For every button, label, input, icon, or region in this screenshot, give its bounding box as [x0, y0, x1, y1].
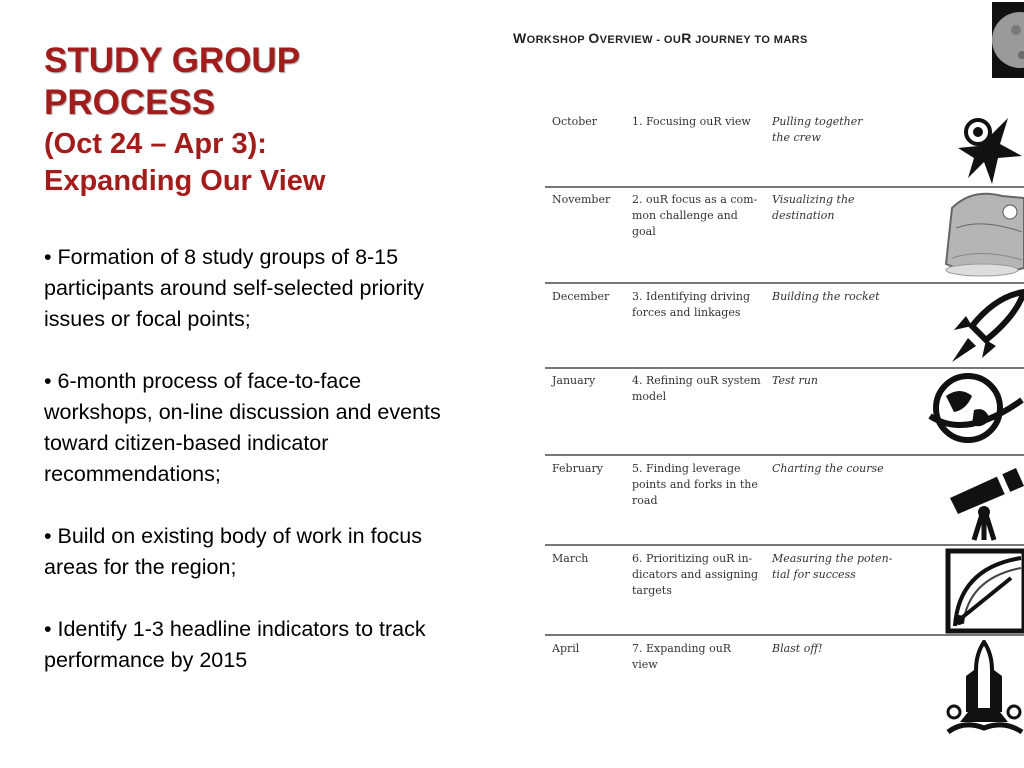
theme-cell [772, 461, 884, 477]
month-cell: April [552, 642, 580, 655]
title-part: VERVIEW - OU [599, 34, 682, 46]
rocket-icon [946, 286, 1024, 368]
slide-subtitle-line: (Oct 24 – Apr 3): [44, 128, 267, 160]
theme-line: destination [772, 209, 835, 222]
theme-cell [772, 373, 818, 389]
step-line: mon challenge and [632, 209, 738, 222]
step-cell [632, 192, 757, 240]
theme-cell [772, 641, 823, 657]
step-cell [632, 289, 750, 321]
mars-landscape-icon [942, 188, 1024, 280]
theme-line: Charting the course [772, 462, 884, 475]
telescope-icon [944, 458, 1024, 542]
step-line: dicators and assigning [632, 568, 759, 581]
title-part: R [681, 30, 692, 46]
theme-cell [772, 192, 855, 224]
astronaut-icon [948, 108, 1024, 186]
step-cell [632, 551, 758, 599]
step-line: 4. Refining ouR system [632, 374, 761, 387]
month-cell: March [552, 552, 589, 565]
step-line: 6. Prioritizing ouR in- [632, 552, 753, 565]
theme-cell [772, 551, 892, 583]
orbiting-earth-icon [926, 370, 1024, 448]
title-part: W [513, 30, 527, 46]
theme-line: the crew [772, 131, 821, 144]
slide-subtitle-line: Expanding Our View [44, 165, 326, 197]
month-cell: January [552, 374, 596, 387]
step-line: 2. ouR focus as a com- [632, 193, 758, 206]
month-cell: December [552, 290, 610, 303]
month-cell: February [552, 462, 603, 475]
month-cell: October [552, 115, 598, 128]
theme-line: Test run [772, 374, 818, 387]
bullet-item: • Build on existing body of work in focus areas for the region; [44, 524, 423, 579]
gauge-icon [945, 548, 1024, 634]
slide-title-line: STUDY GROUP [44, 41, 301, 80]
theme-line: Blast off! [772, 642, 823, 655]
month-cell: November [552, 193, 611, 206]
step-cell [632, 114, 751, 130]
step-line: 1. Focusing ouR view [632, 115, 751, 128]
step-line: 3. Identifying driving [632, 290, 751, 303]
step-line: road [632, 494, 658, 507]
theme-line: Pulling together [772, 115, 863, 128]
theme-line: tial for success [772, 568, 856, 581]
theme-line: Building the rocket [772, 290, 880, 303]
theme-line: Visualizing the [772, 193, 855, 206]
step-cell [632, 461, 758, 509]
bullet-item: • 6-month process of face-to-face workshops, on-line discussion and events toward citizen-based indicator recommendations; [44, 369, 441, 486]
step-cell [632, 373, 761, 405]
step-line: targets [632, 584, 672, 597]
step-line: goal [632, 225, 656, 238]
title-part: JOURNEY TO MARS [691, 34, 808, 46]
step-line: model [632, 390, 667, 403]
step-line: points and forks in the [632, 478, 758, 491]
theme-line: Measuring the poten- [772, 552, 893, 565]
slide-title-line: PROCESS [44, 83, 216, 122]
title-part: ORKSHOP [526, 34, 589, 46]
step-cell [632, 641, 731, 673]
title-part: O [588, 30, 600, 46]
step-line: 7. Expanding ouR [632, 642, 732, 655]
step-line: forces and linkages [632, 306, 741, 319]
theme-cell [772, 114, 863, 146]
theme-cell [772, 289, 880, 305]
step-line: view [632, 658, 658, 671]
bullet-item: • Formation of 8 study groups of 8-15 participants around self-selected priority issues or focal points; [44, 245, 425, 331]
step-line: 5. Finding leverage [632, 462, 741, 475]
bullet-item: • Identify 1-3 headline indicators to track performance by 2015 [44, 617, 426, 672]
shuttle-launch-icon [944, 640, 1024, 736]
